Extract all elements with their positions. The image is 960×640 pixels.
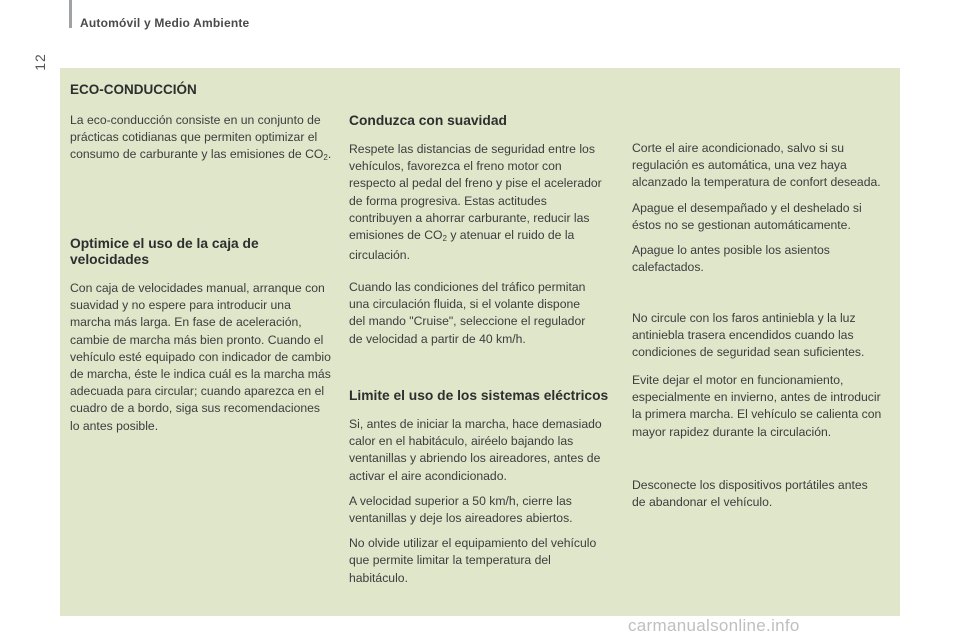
heading-gearbox: Optimice el uso de la caja de velocidades bbox=[70, 236, 259, 267]
paragraph-equipment: No olvide utilizar el equipamiento del vehículo que permite limitar la temperatura del habitáculo. bbox=[349, 536, 597, 585]
page-number: 12 bbox=[32, 53, 48, 71]
paragraph-ac: Corte el aire acondicionado, salvo si su regulación es automática, una vez haya alcanzado la temperatura de confort deseada. bbox=[632, 141, 881, 190]
paragraph-engine: Evite dejar el motor en funcionamiento, especialmente en invierno, antes de introducir la primera marcha. El vehículo se calienta con mayor rapidez durante la circulación. bbox=[632, 373, 882, 439]
heading-smooth-driving: Conduzca con suavidad bbox=[349, 113, 507, 128]
header-accent-bar bbox=[69, 0, 72, 28]
column-3-devices bbox=[632, 477, 882, 519]
paragraph-gearbox: Con caja de velocidades manual, arranque con suavidad y no espere para introducir una marcha más larga. En fase de aceleración, cambie de marcha más bien pronto. Cuando el vehículo esté equipado con indicador de cambio de marcha, éste le indica cuál es la marcha más adecuada para circular; cuando aparezca en el cuadro de a bordo, siga sus recomendaciones lo antes posible. bbox=[70, 281, 331, 433]
watermark: carmanualsonline.info bbox=[628, 616, 800, 635]
paragraph-cruise: Cuando las condiciones del tráfico permitan una circulación fluida, si el volante dispone del mando "Cruise", seleccione el regulador de velocidad a partir de 40 km/h. bbox=[349, 280, 586, 346]
paragraph-demist: Apague el desempañado y el deshelado si éstos no se gestionan automáticamente. bbox=[632, 200, 862, 232]
paragraph-smooth-driving: Respete las distancias de seguridad entre los vehículos, favorezca el freno motor con respecto al pedal del freno y pise el acelerador de forma progresiva. Estas actitudes contribuyen a ahorrar carburante, reducir las emisiones de $CO_2$ y atenuar el ruido de la circulación. bbox=[349, 142, 602, 263]
paragraph-speed: A velocidad superior a 50 km/h, cierre las ventanillas y deje los aireadores abiertos. bbox=[349, 493, 573, 526]
column-3-fog bbox=[632, 310, 894, 370]
paragraph-fog: No circule con los faros antiniebla y la luz antiniebla trasera encendidos cuando las condiciones de seguridad sean suficientes. bbox=[632, 311, 865, 360]
column-2-smooth bbox=[349, 113, 611, 272]
section-title: ECO-CONDUCCIÓN bbox=[70, 82, 197, 97]
column-1-gearbox bbox=[70, 236, 332, 443]
paragraph-devices: Desconecte los dispositivos portátiles antes de abandonar el vehículo. bbox=[632, 478, 868, 510]
paragraph-seats: Apague lo antes posible los asientos calefactados. bbox=[632, 243, 830, 275]
paragraph-heat: Si, antes de iniciar la marcha, hace demasiado calor en el habitáculo, airéelo bajando las ventanillas y abriendo los aireadores, antes de activar el aire acondicionado. bbox=[349, 417, 602, 483]
column-3-top bbox=[632, 140, 894, 284]
column-3-engine bbox=[632, 372, 882, 449]
column-2-electric bbox=[349, 388, 611, 595]
column-2-cruise bbox=[349, 279, 589, 356]
intro-paragraph: La eco-conducción consiste en un conjunto de prácticas cotidianas que permiten optimizar el consumo de carburante y las emisiones de $CO_2$. bbox=[70, 113, 332, 163]
heading-electric-systems: Limite el uso de los sistemas eléctricos bbox=[349, 388, 609, 403]
column-1 bbox=[70, 112, 332, 175]
chapter-title: Automóvil y Medio Ambiente bbox=[80, 16, 250, 30]
